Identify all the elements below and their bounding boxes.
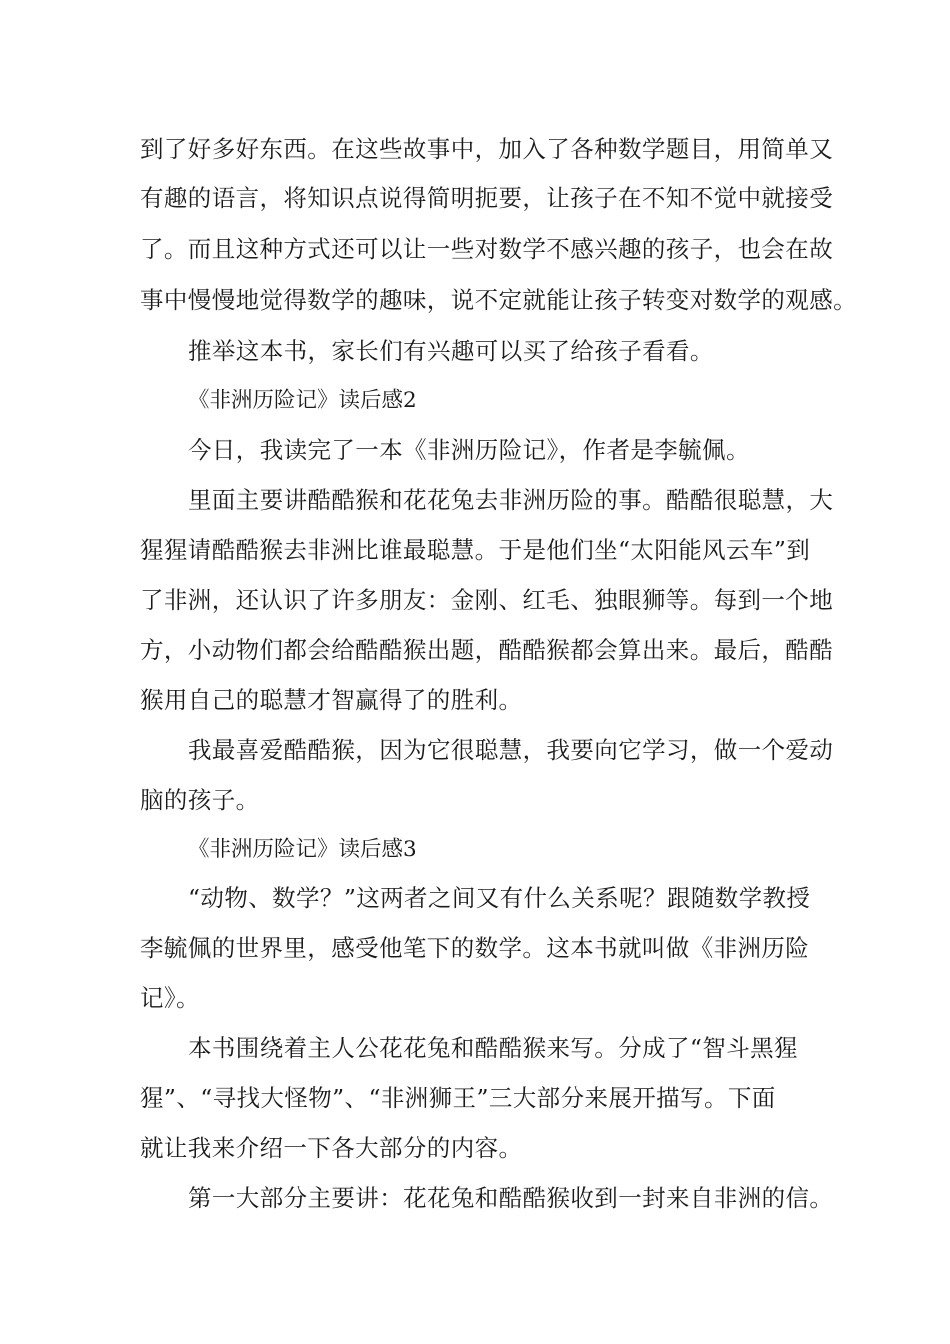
text-line: 方，小动物们都会给酷酷猴出题，酷酷猴都会算出来。最后，酷酷: [140, 636, 834, 664]
text-line: 了。而且这种方式还可以让一些对数学不感兴趣的孩子，也会在故: [140, 235, 834, 263]
text-line: 记》。: [140, 984, 200, 1012]
text-line: 事中慢慢地觉得数学的趣味，说不定就能让孩子转变对数学的观感。: [140, 286, 857, 314]
text-line: 有趣的语言，将知识点说得简明扼要，让孩子在不知不觉中就接受: [140, 184, 834, 212]
text-line: 猩”、“寻找大怪物”、“非洲狮王”三大部分来展开描写。下面: [140, 1084, 776, 1112]
text-line: 里面主要讲酷酷猴和花花兔去非洲历险的事。酷酷很聪慧，大: [188, 486, 834, 514]
text-line: 李毓佩的世界里，感受他笔下的数学。这本书就叫做《非洲历险: [140, 934, 810, 962]
text-line: 今日，我读完了一本《非洲历险记》，作者是李毓佩。: [188, 436, 750, 464]
text-line: 了非洲，还认识了许多朋友：金刚、红毛、独眼狮等。每到一个地: [140, 586, 834, 614]
text-line: 我最喜爱酷酷猴，因为它很聪慧，我要向它学习，做一个爱动: [188, 736, 834, 764]
text-line: 就让我来介绍一下各大部分的内容。: [140, 1134, 523, 1162]
text-line: 猴用自己的聪慧才智赢得了的胜利。: [140, 686, 523, 714]
text-line: 推举这本书，家长们有兴趣可以买了给孩子看看。: [188, 337, 714, 365]
text-line: 第一大部分主要讲：花花兔和酷酷猴收到一封来自非洲的信。: [188, 1184, 834, 1212]
text-line: “动物、数学？”这两者之间又有什么关系呢？跟随数学教授: [188, 884, 811, 912]
text-line: 本书围绕着主人公花花兔和酷酷猴来写。分成了“智斗黑猩: [188, 1034, 798, 1062]
section-heading: 《非洲历险记》读后感2: [188, 388, 417, 413]
text-line: 到了好多好东西。在这些故事中，加入了各种数学题目，用简单又: [140, 135, 834, 163]
section-heading: 《非洲历险记》读后感3: [188, 837, 417, 862]
text-line: 脑的孩子。: [140, 786, 260, 814]
text-line: 猩猩请酷酷猴去非洲比谁最聪慧。于是他们坐“太阳能风云车”到: [140, 536, 811, 564]
